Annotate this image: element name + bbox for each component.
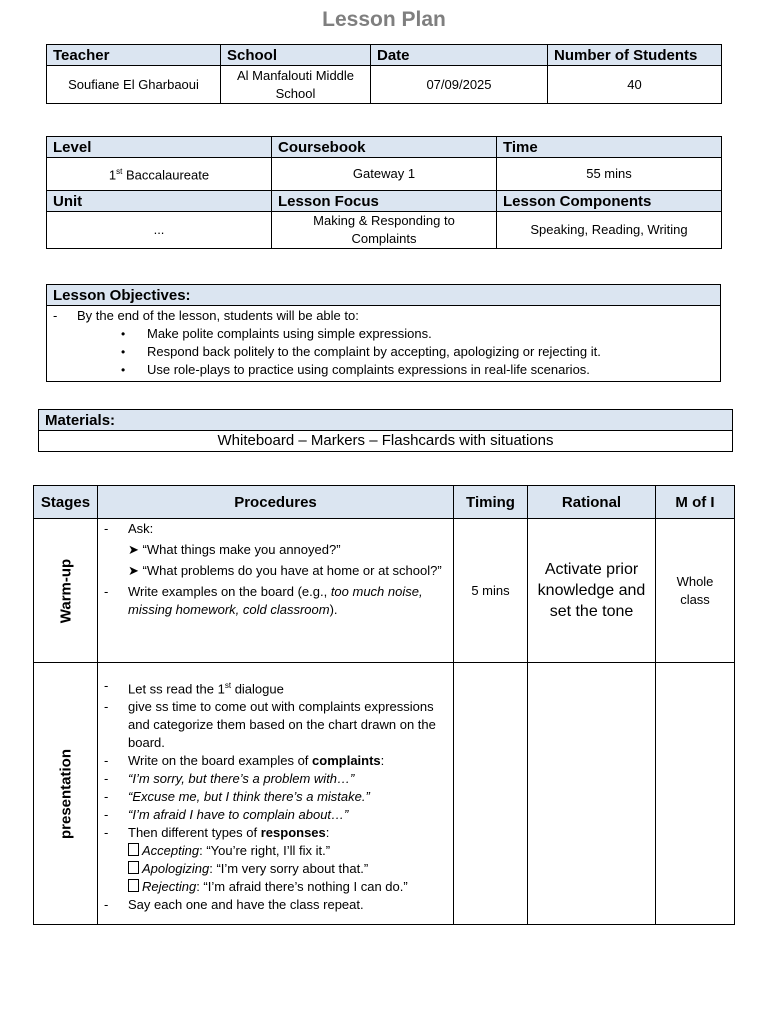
materials-header: Materials: xyxy=(39,410,733,431)
objective-text: Use role-plays to practice using complaints expressions in real-life scenarios. xyxy=(147,362,590,377)
procedure-item xyxy=(104,520,447,538)
dash: - xyxy=(104,789,109,805)
objectives-header: Lesson Objectives: xyxy=(47,285,721,306)
intro-dash: - xyxy=(53,308,58,323)
presentation-procedures xyxy=(98,663,454,925)
objectives-body xyxy=(47,306,721,382)
question-item xyxy=(104,541,447,559)
level-header: Level xyxy=(47,137,272,158)
presentation-row xyxy=(34,663,735,925)
materials-table xyxy=(38,409,733,452)
dash: - xyxy=(104,584,109,599)
dash: - xyxy=(104,897,109,913)
ordinal-suffix: st xyxy=(224,681,232,690)
focus-header: Lesson Focus xyxy=(272,191,497,212)
mofi-header: M of I xyxy=(656,486,735,519)
response-example xyxy=(104,860,447,878)
procedure-item xyxy=(104,677,447,698)
school-value: Al Manfalouti Middle School xyxy=(221,66,371,104)
response-text: : “I’m afraid there’s nothing I can do.” xyxy=(196,879,408,895)
procedure-text: Let ss read the 1 xyxy=(128,681,225,697)
bullet-icon: • xyxy=(121,327,126,341)
procedure-item xyxy=(104,752,447,770)
procedure-text: Then different types of xyxy=(128,825,261,841)
question-text: “What problems do you have at home or at school?” xyxy=(142,563,442,578)
box-icon xyxy=(128,861,139,874)
level-suffix: st xyxy=(116,167,123,177)
procedures-header: Procedures xyxy=(98,486,454,519)
teacher-info-table xyxy=(46,44,722,104)
procedure-text: : xyxy=(380,753,385,769)
timing-header: Timing xyxy=(454,486,528,519)
coursebook-value: Gateway 1 xyxy=(272,158,497,191)
dash: - xyxy=(104,807,109,823)
procedure-item xyxy=(104,698,447,752)
question-item xyxy=(104,562,447,580)
examples-text: Write examples on the board (e.g., xyxy=(128,584,331,599)
procedure-item xyxy=(104,896,447,914)
students-value: 40 xyxy=(548,66,722,104)
procedure-text: : xyxy=(325,825,330,841)
ask-text: Ask: xyxy=(128,521,154,536)
complaint-example xyxy=(104,770,447,788)
school-header: School xyxy=(221,45,371,66)
components-header: Lesson Components xyxy=(497,191,722,212)
procedure-bold: complaints xyxy=(312,753,381,769)
presentation-rational xyxy=(528,663,656,925)
examples-end: ). xyxy=(329,602,338,617)
coursebook-header: Coursebook xyxy=(272,137,497,158)
complaint-text: “I’m afraid I have to complain about…” xyxy=(128,807,349,823)
dash: - xyxy=(104,699,109,715)
examples-italic: too much noise, missing homework, cold classroom xyxy=(128,584,423,617)
response-label: Apologizing xyxy=(142,861,210,877)
presentation-stage xyxy=(34,663,98,925)
rational-header: Rational xyxy=(528,486,656,519)
response-label: Rejecting xyxy=(142,879,197,895)
warmup-procedures xyxy=(98,519,454,663)
procedures-table xyxy=(33,485,735,925)
components-value: Speaking, Reading, Writing xyxy=(497,212,722,249)
level-name: Baccalaureate xyxy=(122,167,210,183)
dash: - xyxy=(104,753,109,769)
course-info-table xyxy=(46,136,722,249)
intro-text: By the end of the lesson, students will be able to: xyxy=(77,308,359,323)
presentation-mofi xyxy=(656,663,735,925)
complaint-example xyxy=(104,788,447,806)
date-header: Date xyxy=(371,45,548,66)
procedure-item xyxy=(104,824,447,842)
procedure-bold: responses xyxy=(260,825,326,841)
presentation-timing xyxy=(454,663,528,925)
procedure-text: dialogue xyxy=(231,681,284,697)
response-example xyxy=(104,878,447,896)
question-text: “What things make you annoyed?” xyxy=(142,542,341,557)
dash: - xyxy=(104,678,109,693)
level-value xyxy=(47,158,272,191)
complaint-example xyxy=(104,806,447,824)
arrow-icon: ➤ xyxy=(128,563,139,578)
dash: - xyxy=(104,825,109,841)
response-example xyxy=(104,842,447,860)
objective-item xyxy=(121,325,720,343)
teacher-header: Teacher xyxy=(47,45,221,66)
warmup-row xyxy=(34,519,735,663)
objectives-list xyxy=(47,325,720,381)
procedure-text: Say each one and have the class repeat. xyxy=(128,897,364,913)
dash: - xyxy=(104,771,109,787)
time-header: Time xyxy=(497,137,722,158)
objective-text: Respond back politely to the complaint by accepting, apologizing or rejecting it. xyxy=(147,344,601,359)
procedure-text: give ss time to come out with complaints expressions and categorize them based on the chart drawn on the board. xyxy=(128,699,436,751)
warmup-stage xyxy=(34,519,98,663)
students-header: Number of Students xyxy=(548,45,722,66)
objective-item xyxy=(121,361,720,379)
arrow-icon: ➤ xyxy=(128,542,139,557)
box-icon xyxy=(128,843,139,856)
complaint-text: “I’m sorry, but there’s a problem with…” xyxy=(128,771,355,787)
objectives-table xyxy=(46,284,721,382)
stages-header: Stages xyxy=(34,486,98,519)
box-icon xyxy=(128,879,139,892)
warmup-stage-label: Warm-up xyxy=(57,558,74,623)
procedure-text: Write on the board examples of xyxy=(128,753,313,769)
teacher-value: Soufiane El Gharbaoui xyxy=(47,66,221,104)
date-value: 07/09/2025 xyxy=(371,66,548,104)
objectives-intro xyxy=(47,306,720,325)
response-label: Accepting xyxy=(142,843,200,859)
bullet-icon: • xyxy=(121,363,126,377)
objective-item xyxy=(121,343,720,361)
complaint-text: “Excuse me, but I think there’s a mistake.” xyxy=(128,789,370,805)
bullet-icon: • xyxy=(121,345,126,359)
presentation-stage-label: presentation xyxy=(57,748,74,839)
procedure-item xyxy=(104,583,447,619)
materials-value: Whiteboard – Markers – Flashcards with situations xyxy=(39,431,733,452)
warmup-rational: Activate prior knowledge and set the tone xyxy=(528,519,656,663)
warmup-mofi: Whole class xyxy=(656,519,735,663)
objective-text: Make polite complaints using simple expressions. xyxy=(147,326,432,341)
unit-value: ... xyxy=(47,212,272,249)
response-text: : “I’m very sorry about that.” xyxy=(209,861,369,877)
unit-header: Unit xyxy=(47,191,272,212)
time-value: 55 mins xyxy=(497,158,722,191)
dash: - xyxy=(104,521,109,536)
warmup-timing: 5 mins xyxy=(454,519,528,663)
response-text: : “You’re right, I’ll fix it.” xyxy=(199,843,331,859)
level-number: 1 xyxy=(108,167,117,183)
focus-value: Making & Responding to Complaints xyxy=(272,212,497,249)
page-title: Lesson Plan xyxy=(322,8,446,31)
